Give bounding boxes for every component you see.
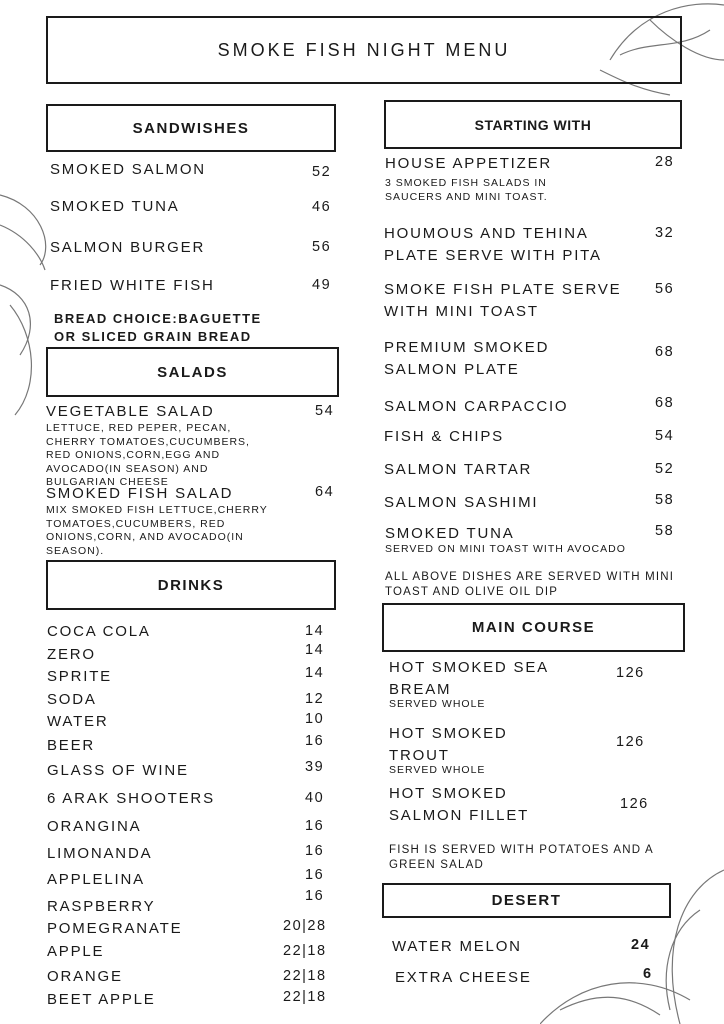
drinks-header-label: DRINKS bbox=[157, 576, 225, 594]
drink-item-price: 22|18 bbox=[283, 943, 327, 959]
drinks-header bbox=[46, 560, 336, 610]
starter-item-price: 28 bbox=[655, 154, 675, 170]
desert-header-label: DESERT bbox=[491, 892, 562, 909]
menu-title: SMOKE FISH NIGHT MENU bbox=[217, 39, 511, 60]
salad-item-price: 54 bbox=[315, 403, 335, 419]
starter-item-price: 68 bbox=[655, 395, 675, 411]
drink-item-name: BEER bbox=[47, 737, 96, 754]
salads-header-label: SALADS bbox=[157, 363, 228, 381]
starter-item-name: HOUMOUS AND TEHINA PLATE SERVE WITH PITA bbox=[384, 225, 602, 264]
drink-item-price: 22|18 bbox=[283, 989, 327, 1005]
sandwich-item-price: 52 bbox=[312, 164, 332, 180]
sandwich-item-price: 56 bbox=[312, 239, 332, 255]
drink-item-price: 39 bbox=[305, 759, 325, 775]
drink-item-price: 16 bbox=[305, 867, 325, 883]
drink-item-price: 20|28 bbox=[283, 918, 327, 934]
main-course-header-label: MAIN COURSE bbox=[471, 619, 596, 636]
drink-item-name: APPLE bbox=[47, 943, 105, 960]
desert-item-price: 6 bbox=[643, 966, 653, 982]
main-item-desc: SERVED WHOLE bbox=[389, 764, 486, 776]
drink-item-price: 16 bbox=[305, 733, 325, 749]
drink-item-name: 6 ARAK SHOOTERS bbox=[47, 790, 215, 807]
starter-item-name: SMOKED TUNA bbox=[385, 525, 515, 542]
main-item-desc: SERVED WHOLE bbox=[389, 698, 486, 710]
starter-item-desc: SERVED ON MINI TOAST WITH AVOCADO bbox=[385, 543, 626, 555]
desert-item-name: WATER MELON bbox=[392, 938, 522, 955]
drink-item-price: 22|18 bbox=[283, 968, 327, 984]
drink-item-price: 14 bbox=[305, 665, 325, 681]
starter-item-name: FISH & CHIPS bbox=[384, 428, 504, 445]
drink-item-name: SODA bbox=[47, 691, 97, 708]
desert-item-name: EXTRA CHEESE bbox=[395, 969, 532, 986]
starter-item-name: SALMON TARTAR bbox=[384, 461, 533, 478]
drink-item-name: GLASS OF WINE bbox=[47, 762, 189, 779]
main-item-price: 126 bbox=[620, 796, 649, 812]
main-item-name-line1: HOT SMOKED bbox=[389, 785, 508, 802]
sandwiches-header-label: SANDWISHES bbox=[132, 119, 250, 137]
starter-item-name: HOUSE APPETIZER bbox=[385, 155, 553, 172]
starting-header-label: STARTING WITH bbox=[474, 116, 592, 133]
drink-item-price: 40 bbox=[305, 790, 325, 806]
main-item-name-line1: HOT SMOKED SEA bbox=[389, 659, 549, 676]
starter-item-name: SALMON CARPACCIO bbox=[384, 398, 569, 415]
starter-item-price: 58 bbox=[655, 523, 675, 539]
salad-item-desc: LETTUCE, RED PEPER, PECAN, CHERRY TOMATOES,CUCUMBERS, RED ONIONS,CORN,EGG AND AVOCADO(IN SEASON) AND BULGARIAN CHEESE bbox=[46, 422, 250, 488]
main-item-name-line2: SALMON FILLET bbox=[389, 807, 530, 824]
starters-note: ALL ABOVE DISHES ARE SERVED WITH MINI TOAST AND OLIVE OIL DIP bbox=[385, 571, 675, 598]
salad-item-price: 64 bbox=[315, 484, 335, 500]
salad-item-name: VEGETABLE SALAD bbox=[46, 403, 215, 420]
drink-item-price: 14 bbox=[305, 623, 325, 639]
drink-item-name: ORANGE bbox=[47, 968, 123, 985]
sandwich-item-name: FRIED WHITE FISH bbox=[50, 277, 215, 294]
drink-item-name: SPRITE bbox=[47, 668, 112, 685]
sandwich-item-price: 49 bbox=[312, 277, 332, 293]
desert-item-price: 24 bbox=[631, 937, 651, 953]
starter-item-desc: 3 SMOKED FISH SALADS IN SAUCERS AND MINI TOAST. bbox=[385, 177, 548, 203]
starter-item-price: 68 bbox=[655, 344, 675, 360]
starter-item-price: 32 bbox=[655, 225, 675, 241]
starter-item-name: SMOKE FISH PLATE SERVE WITH MINI TOAST bbox=[384, 281, 622, 320]
sandwich-item-price: 46 bbox=[312, 199, 332, 215]
drink-item-name: LIMONANDA bbox=[47, 845, 153, 862]
salad-item-desc: MIX SMOKED FISH LETTUCE,CHERRY TOMATOES,CUCUMBERS, RED ONIONS,CORN, AND AVOCADO(IN SEASON). bbox=[46, 504, 268, 557]
sandwich-item-name: SMOKED SALMON bbox=[50, 161, 206, 178]
starter-item-name: SALMON SASHIMI bbox=[384, 494, 539, 511]
drink-item-name: WATER bbox=[47, 713, 109, 730]
starter-item-price: 56 bbox=[655, 281, 675, 297]
main-course-note: FISH IS SERVED WITH POTATOES AND A GREEN SALAD bbox=[389, 844, 654, 871]
desert-header bbox=[382, 883, 671, 918]
main-course-header bbox=[382, 603, 685, 652]
sandwiches-header bbox=[46, 104, 336, 152]
menu-title-box bbox=[46, 16, 682, 84]
main-item-price: 126 bbox=[616, 665, 645, 681]
main-item-name-line2: TROUT bbox=[389, 747, 450, 764]
main-item-price: 126 bbox=[616, 734, 645, 750]
drink-item-price: 10 bbox=[305, 711, 325, 727]
starter-item-price: 52 bbox=[655, 461, 675, 477]
main-item-name-line1: HOT SMOKED bbox=[389, 725, 508, 742]
drink-item-name: APPLELINA bbox=[47, 871, 145, 888]
drink-item-name: POMEGRANATE bbox=[47, 920, 183, 937]
sandwich-item-name: SMOKED TUNA bbox=[50, 198, 180, 215]
drink-item-name: ORANGINA bbox=[47, 818, 142, 835]
drink-item-price: 16 bbox=[305, 818, 325, 834]
drink-item-price: 14 bbox=[305, 642, 325, 658]
drink-item-name: RASPBERRY bbox=[47, 898, 156, 915]
starter-item-name: PREMIUM SMOKED SALMON PLATE bbox=[384, 339, 550, 378]
starter-item-price: 54 bbox=[655, 428, 675, 444]
drink-item-price: 16 bbox=[305, 888, 325, 904]
starter-item-price: 58 bbox=[655, 492, 675, 508]
starting-header bbox=[384, 100, 682, 149]
sandwich-item-name: SALMON BURGER bbox=[50, 239, 206, 256]
drink-item-name: BEET APPLE bbox=[47, 991, 156, 1008]
drink-item-price: 16 bbox=[305, 843, 325, 859]
salad-item-name: SMOKED FISH SALAD bbox=[46, 485, 234, 502]
salads-header bbox=[46, 347, 339, 397]
bread-choice-note: BREAD CHOICE:BAGUETTE OR SLICED GRAIN BREAD bbox=[54, 311, 262, 344]
main-item-name-line2: BREAM bbox=[389, 681, 452, 698]
drink-item-price: 12 bbox=[305, 691, 325, 707]
drink-item-name: COCA COLA bbox=[47, 623, 151, 640]
drink-item-name: ZERO bbox=[47, 646, 96, 663]
